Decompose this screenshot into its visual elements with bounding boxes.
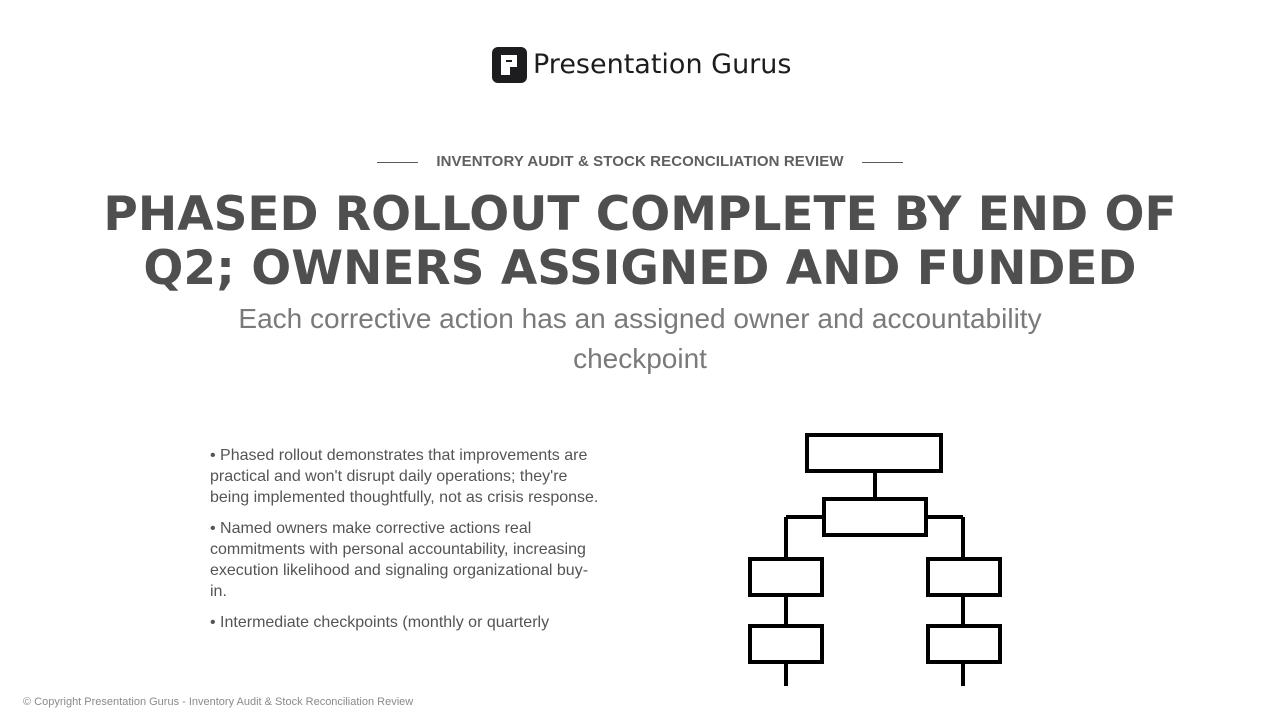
slide-subtitle: Each corrective action has an assigned owner and accountability checkpoint [238, 303, 1042, 374]
bullet-item: • Phased rollout demonstrates that improvements are practical and won't disrupt daily operations; they're being implemented thoughtfully, not as crisis response. [210, 447, 599, 506]
kicker-divider-right [862, 162, 903, 163]
section-kicker: INVENTORY AUDIT & STOCK RECONCILIATION REVIEW [436, 153, 844, 170]
org-chart-icon [745, 430, 1005, 690]
kicker-divider-left [377, 162, 418, 163]
pg-monogram-icon [492, 47, 527, 83]
brand-logo [492, 47, 791, 83]
footer-copyright: © Copyright Presentation Gurus - Inventory Audit & Stock Reconciliation Review [23, 696, 414, 708]
bullet-list [210, 445, 600, 643]
slide-title: PHASED ROLLOUT COMPLETE BY END OF Q2; OWNERS ASSIGNED AND FUNDED [103, 187, 1177, 296]
brand-name: Presentation Gurus [533, 49, 792, 80]
kicker-row [0, 152, 1280, 172]
bullet-item: • Intermediate checkpoints (monthly or quarterly [210, 614, 550, 631]
bullet-item: • Named owners make corrective actions real commitments with personal accountability, increasing execution likelihood and signaling organizational buy-in. [210, 520, 589, 600]
